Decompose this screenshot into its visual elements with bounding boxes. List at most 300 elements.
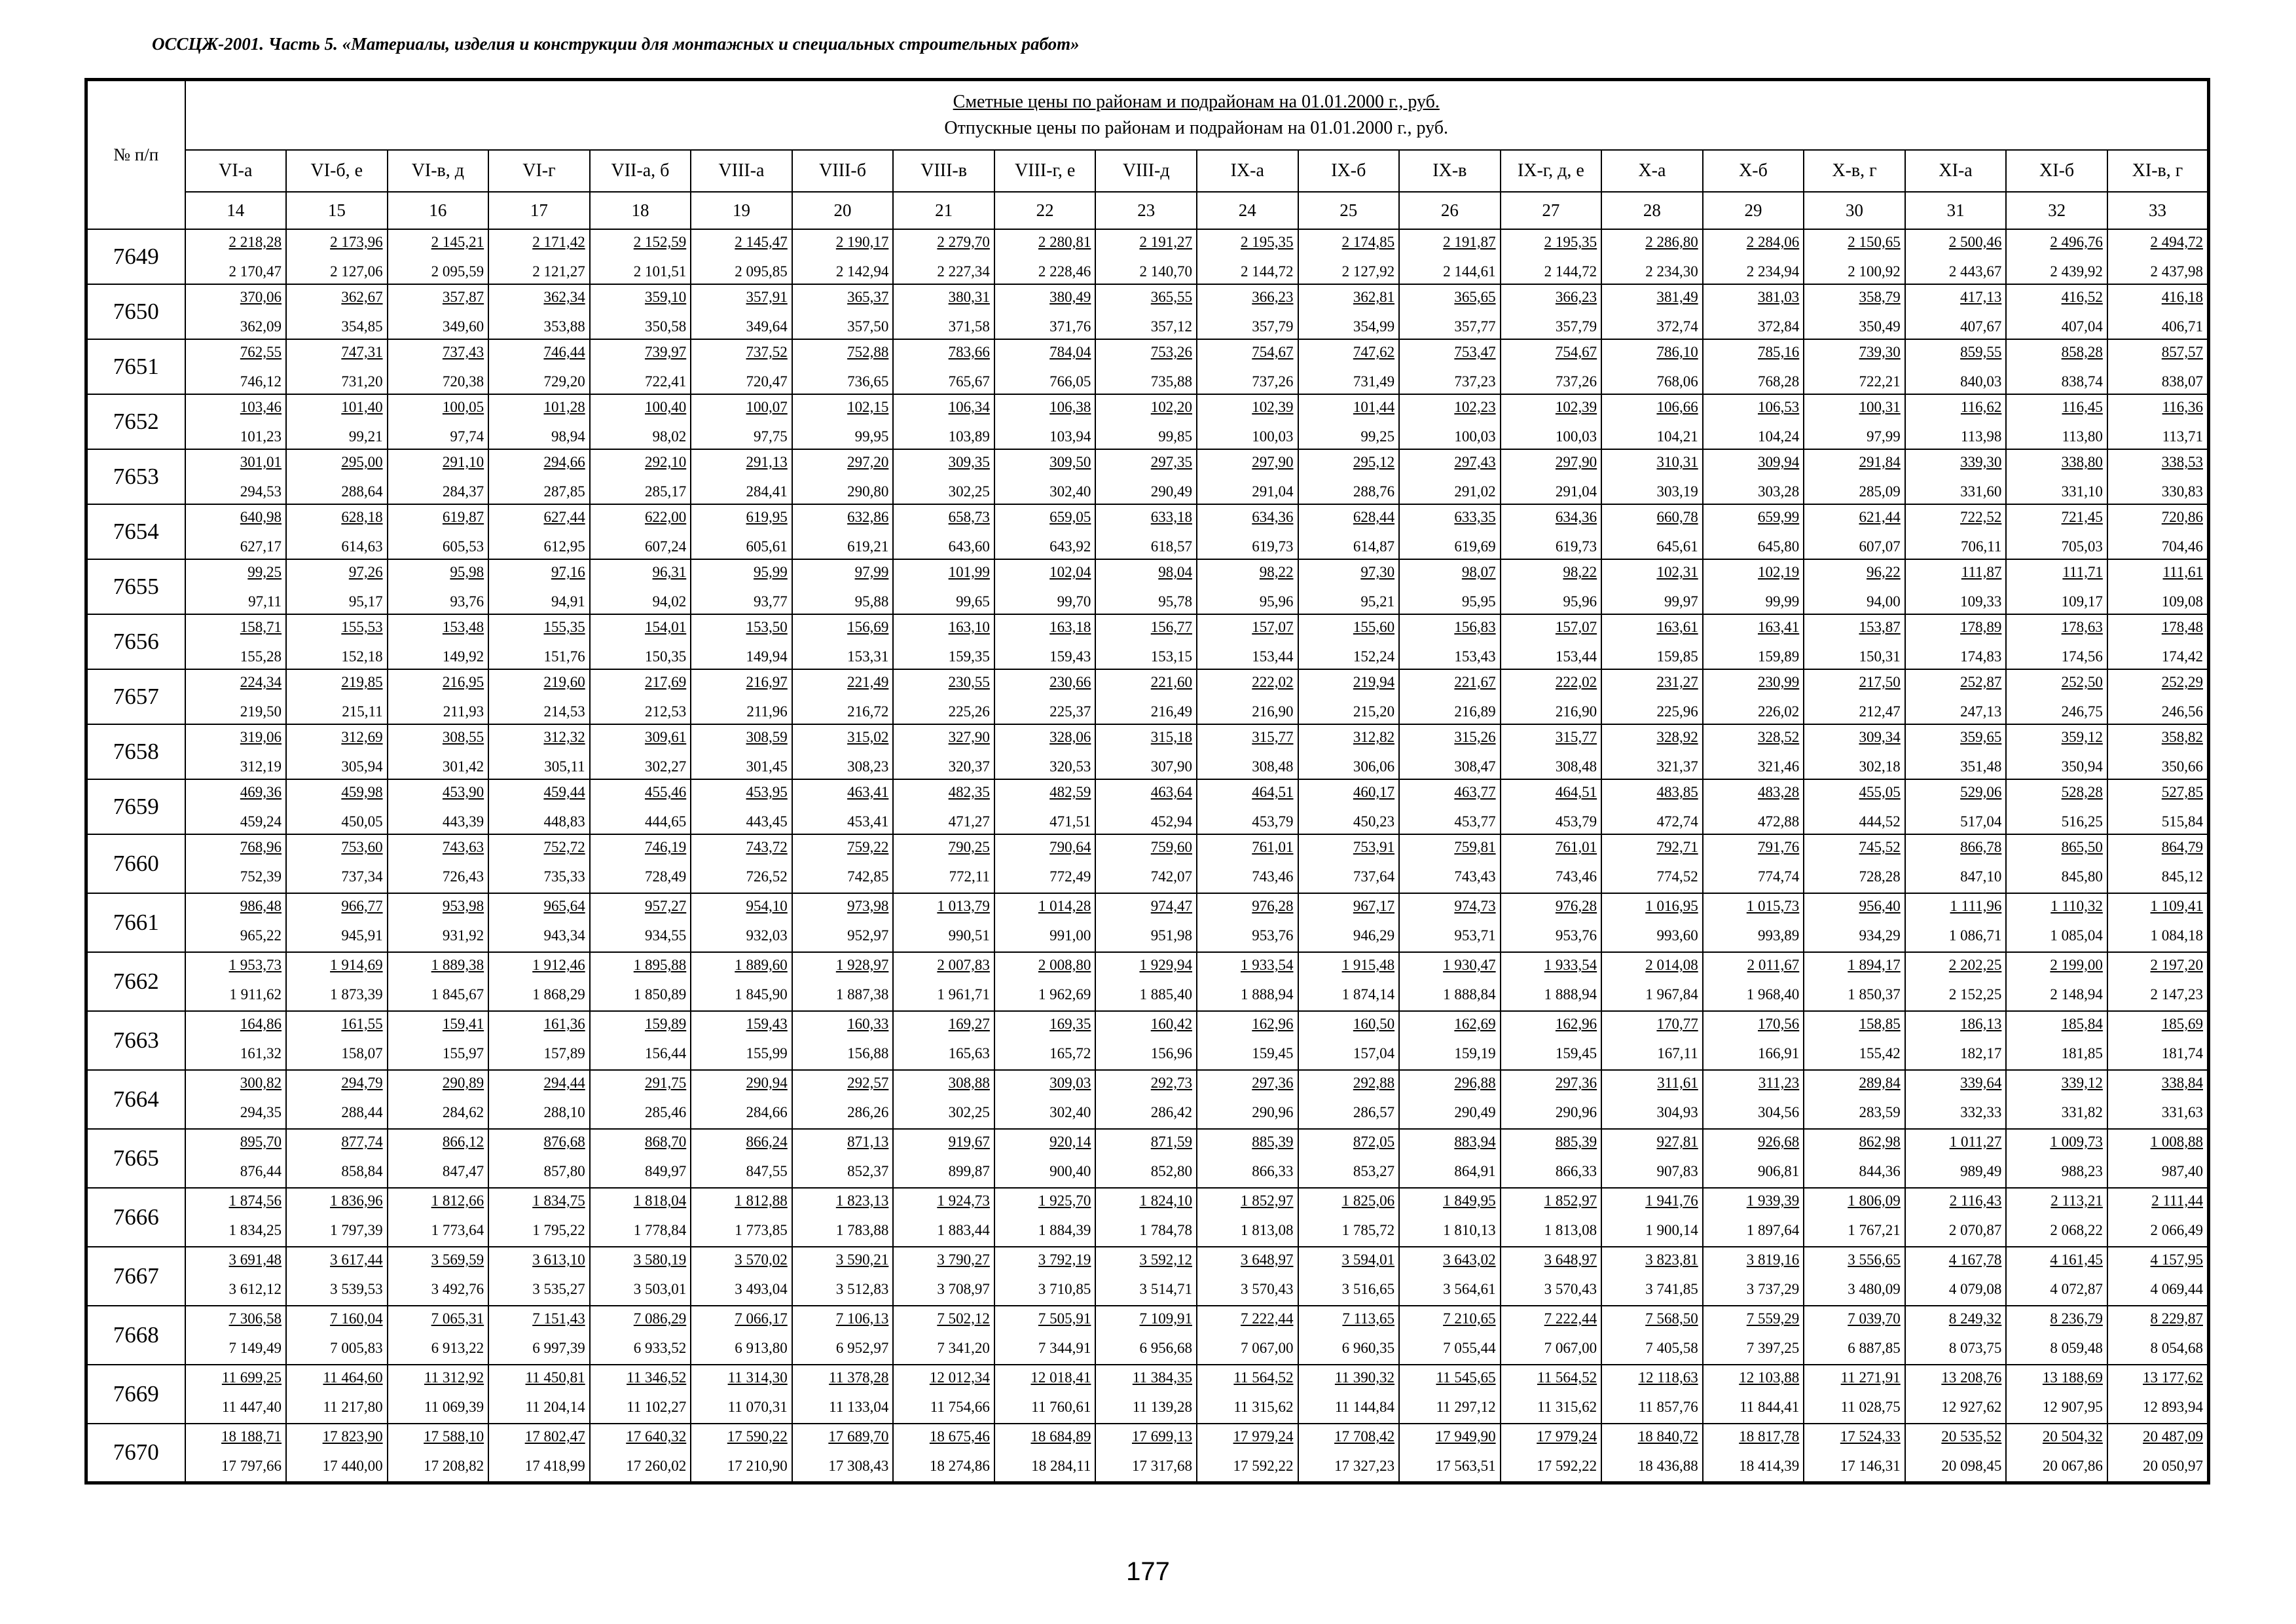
- column-number: 14: [185, 192, 287, 229]
- item-number: 7660: [86, 834, 185, 893]
- release-price: 1 883,44: [937, 1222, 990, 1238]
- estimate-price: 628,18: [341, 509, 383, 525]
- price-cell: [1197, 952, 1298, 1011]
- estimate-price: 297,43: [1454, 454, 1496, 470]
- price-cell: [2107, 339, 2209, 394]
- release-price: 212,53: [644, 703, 687, 720]
- estimate-price: 752,72: [543, 839, 585, 855]
- estimate-price: 17 979,24: [1233, 1428, 1294, 1445]
- region-header: IX-г, д, е: [1501, 150, 1602, 192]
- table-row: [86, 1365, 2209, 1424]
- release-price: 291,04: [1252, 483, 1294, 500]
- price-cell: [1298, 559, 1400, 614]
- price-cell: [1298, 339, 1400, 394]
- estimate-price: 3 556,65: [1848, 1251, 1901, 1268]
- release-price: 2 227,34: [937, 263, 990, 280]
- estimate-price: 868,70: [644, 1134, 687, 1150]
- release-price: 987,40: [2161, 1163, 2203, 1179]
- price-cell: [2006, 449, 2107, 504]
- release-price: 149,92: [442, 648, 484, 665]
- price-cell: [893, 1129, 994, 1188]
- estimate-price: 221,67: [1454, 674, 1496, 690]
- release-price: 354,99: [1353, 318, 1395, 335]
- estimate-price: 2 279,70: [937, 234, 990, 250]
- price-cell: [994, 614, 1096, 669]
- estimate-price: 745,52: [1859, 839, 1901, 855]
- region-header: VIII-б: [792, 150, 894, 192]
- price-cell: [1095, 1188, 1197, 1247]
- release-price: 354,85: [341, 318, 383, 335]
- estimate-price: 633,35: [1454, 509, 1496, 525]
- estimate-price: 785,16: [1758, 344, 1800, 360]
- estimate-price: 102,39: [1252, 399, 1294, 415]
- price-cell: [792, 1247, 894, 1306]
- release-price: 7 397,25: [1746, 1340, 1800, 1356]
- price-cell: [1095, 779, 1197, 834]
- estimate-price: 1 929,94: [1139, 957, 1192, 973]
- table-row: [86, 1129, 2209, 1188]
- release-price: 720,38: [442, 373, 484, 390]
- price-cell: [691, 669, 792, 724]
- price-cell: [286, 229, 388, 284]
- release-price: 17 440,00: [322, 1458, 383, 1474]
- estimate-price: 178,48: [2161, 619, 2203, 635]
- price-cell: [185, 952, 287, 1011]
- release-price: 305,94: [341, 758, 383, 775]
- release-price: 93,77: [754, 593, 788, 610]
- estimate-price: 12 103,88: [1739, 1369, 1800, 1386]
- release-price: 7 344,91: [1038, 1340, 1091, 1356]
- price-cell: [1399, 834, 1501, 893]
- price-cell: [1298, 504, 1400, 559]
- price-cell: [1095, 284, 1197, 339]
- estimate-price: 301,01: [240, 454, 282, 470]
- release-price: 472,88: [1758, 813, 1800, 830]
- estimate-price: 17 588,10: [424, 1428, 484, 1445]
- price-cell: [388, 1306, 489, 1365]
- release-price: 1 813,08: [1241, 1222, 1294, 1238]
- release-price: 307,90: [1150, 758, 1192, 775]
- release-price: 156,88: [847, 1045, 889, 1061]
- release-price: 627,17: [240, 538, 282, 555]
- estimate-price: 160,33: [847, 1016, 889, 1032]
- release-price: 746,12: [240, 373, 282, 390]
- estimate-price: 185,69: [2161, 1016, 2203, 1032]
- estimate-price: 621,44: [1859, 509, 1901, 525]
- estimate-price: 954,10: [746, 898, 788, 914]
- price-cell: [1095, 229, 1197, 284]
- estimate-price: 101,44: [1353, 399, 1395, 415]
- estimate-price: 116,62: [1960, 399, 2002, 415]
- estimate-price: 163,10: [948, 619, 990, 635]
- price-cell: [691, 614, 792, 669]
- price-cell: [691, 893, 792, 952]
- release-price: 11 754,66: [930, 1399, 990, 1415]
- estimate-price: 99,25: [247, 564, 282, 580]
- release-price: 290,96: [1555, 1104, 1597, 1120]
- estimate-price: 482,59: [1049, 784, 1091, 800]
- release-price: 99,21: [348, 428, 383, 445]
- release-price: 448,83: [543, 813, 585, 830]
- estimate-price: 11 450,81: [525, 1369, 585, 1386]
- price-cell: [893, 1424, 994, 1483]
- release-price: 7 405,58: [1645, 1340, 1698, 1356]
- release-price: 3 535,27: [532, 1281, 585, 1297]
- release-price: 225,96: [1656, 703, 1698, 720]
- estimate-price: 3 570,02: [735, 1251, 788, 1268]
- estimate-price: 754,67: [1252, 344, 1294, 360]
- table-row: [86, 952, 2209, 1011]
- estimate-price: 965,64: [543, 898, 585, 914]
- release-price: 443,45: [746, 813, 788, 830]
- release-price: 165,72: [1049, 1045, 1091, 1061]
- price-cell: [1501, 779, 1602, 834]
- estimate-price: 169,27: [948, 1016, 990, 1032]
- estimate-price: 455,05: [1859, 784, 1901, 800]
- price-cell: [1601, 394, 1703, 449]
- estimate-price: 1 109,41: [2150, 898, 2203, 914]
- release-price: 109,08: [2161, 593, 2203, 610]
- price-cell: [1197, 559, 1298, 614]
- estimate-price: 291,75: [644, 1075, 687, 1091]
- item-number: 7662: [86, 952, 185, 1011]
- price-cell: [1601, 1306, 1703, 1365]
- estimate-price: 463,64: [1150, 784, 1192, 800]
- estimate-price: 312,32: [543, 729, 585, 745]
- estimate-price: 746,19: [644, 839, 687, 855]
- price-cell: [2107, 449, 2209, 504]
- estimate-price: 95,98: [450, 564, 484, 580]
- price-cell: [590, 1365, 691, 1424]
- price-cell: [792, 1424, 894, 1483]
- release-price: 97,74: [450, 428, 484, 445]
- estimate-price: 2 191,87: [1443, 234, 1496, 250]
- release-price: 706,11: [1960, 538, 2002, 555]
- estimate-price: 1 812,66: [431, 1192, 484, 1209]
- price-cell: [388, 449, 489, 504]
- column-number: 33: [2107, 192, 2209, 229]
- price-cell: [1804, 1247, 1905, 1306]
- release-price: 989,49: [1960, 1163, 2002, 1179]
- release-price: 1 874,14: [1341, 986, 1395, 1003]
- price-cell: [185, 893, 287, 952]
- release-price: 864,91: [1454, 1163, 1496, 1179]
- price-cell: [1298, 1306, 1400, 1365]
- price-cell: [994, 893, 1096, 952]
- release-price: 3 708,97: [937, 1281, 990, 1297]
- estimate-price: 2 145,47: [735, 234, 788, 250]
- estimate-price: 101,40: [341, 399, 383, 415]
- release-price: 290,96: [1252, 1104, 1294, 1120]
- release-price: 743,46: [1555, 868, 1597, 885]
- release-price: 845,80: [2061, 868, 2103, 885]
- price-cell: [792, 1070, 894, 1129]
- release-price: 331,63: [2161, 1104, 2203, 1120]
- price-cell: [2107, 893, 2209, 952]
- release-price: 302,40: [1049, 1104, 1091, 1120]
- estimate-price: 11 464,60: [323, 1369, 383, 1386]
- release-price: 1 773,85: [735, 1222, 788, 1238]
- release-price: 1 961,71: [937, 986, 990, 1003]
- item-number: 7650: [86, 284, 185, 339]
- estimate-price: 310,31: [1656, 454, 1698, 470]
- release-price: 1 900,14: [1645, 1222, 1698, 1238]
- release-price: 3 570,43: [1241, 1281, 1294, 1297]
- estimate-price: 186,13: [1960, 1016, 2002, 1032]
- price-cell: [590, 1306, 691, 1365]
- price-cell: [590, 1424, 691, 1483]
- estimate-price: 219,60: [543, 674, 585, 690]
- estimate-price: 628,44: [1353, 509, 1395, 525]
- release-price: 4 079,08: [1948, 1281, 2002, 1297]
- estimate-price: 3 792,19: [1038, 1251, 1091, 1268]
- price-cell: [2006, 504, 2107, 559]
- estimate-price: 163,61: [1656, 619, 1698, 635]
- price-cell: [1905, 614, 2007, 669]
- price-cell: [1905, 1188, 2007, 1247]
- estimate-price: 98,04: [1158, 564, 1192, 580]
- price-cell: [488, 952, 590, 1011]
- price-cell: [994, 394, 1096, 449]
- price-cell: [994, 449, 1096, 504]
- estimate-price: 455,46: [644, 784, 687, 800]
- release-price: 97,11: [248, 593, 282, 610]
- release-price: 95,21: [1360, 593, 1395, 610]
- release-price: 100,03: [1555, 428, 1597, 445]
- price-cell: [590, 1129, 691, 1188]
- release-price: 214,53: [543, 703, 585, 720]
- region-header: XI-б: [2006, 150, 2107, 192]
- release-price: 286,42: [1150, 1104, 1192, 1120]
- release-price: 3 612,12: [228, 1281, 282, 1297]
- price-cell: [1095, 669, 1197, 724]
- estimate-price: 328,06: [1049, 729, 1091, 745]
- item-number: 7668: [86, 1306, 185, 1365]
- release-price: 1 845,90: [735, 986, 788, 1003]
- estimate-price: 312,82: [1353, 729, 1395, 745]
- estimate-price: 753,26: [1150, 344, 1192, 360]
- price-cell: [590, 669, 691, 724]
- release-price: 288,10: [543, 1104, 585, 1120]
- release-price: 17 260,02: [626, 1458, 687, 1474]
- price-cell: [893, 559, 994, 614]
- estimate-price: 927,81: [1656, 1134, 1698, 1150]
- price-cell: [2107, 1070, 2209, 1129]
- release-price: 988,23: [2061, 1163, 2103, 1179]
- price-cell: [1804, 952, 1905, 1011]
- release-price: 18 436,88: [1637, 1458, 1698, 1474]
- estimate-price: 1 933,54: [1544, 957, 1597, 973]
- release-price: 284,66: [746, 1104, 788, 1120]
- release-price: 768,28: [1758, 373, 1800, 390]
- release-price: 349,64: [746, 318, 788, 335]
- release-price: 306,06: [1353, 758, 1395, 775]
- release-price: 934,55: [644, 927, 687, 944]
- release-price: 287,85: [543, 483, 585, 500]
- price-cell: [1703, 1188, 1804, 1247]
- estimate-price: 315,18: [1150, 729, 1192, 745]
- estimate-price: 974,73: [1454, 898, 1496, 914]
- item-number: 7669: [86, 1365, 185, 1424]
- price-cell: [1601, 614, 1703, 669]
- price-cell: [1905, 834, 2007, 893]
- release-price: 866,33: [1555, 1163, 1597, 1179]
- estimate-price: 2 280,81: [1038, 234, 1091, 250]
- estimate-price: 3 691,48: [228, 1251, 282, 1268]
- estimate-price: 308,55: [442, 729, 484, 745]
- price-cell: [1601, 1129, 1703, 1188]
- price-cell: [1601, 1011, 1703, 1070]
- release-price: 1 967,84: [1645, 986, 1698, 1003]
- estimate-price: 622,00: [644, 509, 687, 525]
- price-cell: [2107, 779, 2209, 834]
- price-cell: [1703, 1424, 1804, 1483]
- release-price: 742,07: [1150, 868, 1192, 885]
- estimate-price: 365,55: [1150, 289, 1192, 305]
- price-cell: [388, 394, 489, 449]
- release-price: 951,98: [1150, 927, 1192, 944]
- price-cell: [1703, 893, 1804, 952]
- price-cell: [1601, 834, 1703, 893]
- estimate-price: 154,01: [644, 619, 687, 635]
- release-price: 444,52: [1859, 813, 1901, 830]
- price-cell: [1197, 1129, 1298, 1188]
- estimate-price: 2 195,35: [1241, 234, 1294, 250]
- estimate-price: 956,40: [1859, 898, 1901, 914]
- estimate-price: 1 928,97: [835, 957, 889, 973]
- price-cell: [590, 229, 691, 284]
- price-cell: [1399, 1306, 1501, 1365]
- estimate-price: 1 924,73: [937, 1192, 990, 1209]
- price-cell: [185, 1424, 287, 1483]
- price-cell: [1197, 669, 1298, 724]
- price-cell: [1905, 724, 2007, 779]
- estimate-price: 252,87: [1960, 674, 2002, 690]
- release-price: 350,94: [2061, 758, 2103, 775]
- estimate-price: 297,90: [1252, 454, 1294, 470]
- price-cell: [1399, 1070, 1501, 1129]
- estimate-price: 297,35: [1150, 454, 1192, 470]
- price-cell: [1095, 1070, 1197, 1129]
- table-row: [86, 614, 2209, 669]
- release-price: 288,44: [341, 1104, 383, 1120]
- release-price: 453,79: [1555, 813, 1597, 830]
- price-cell: [590, 724, 691, 779]
- item-number: 7649: [86, 229, 185, 284]
- release-price: 852,37: [847, 1163, 889, 1179]
- price-cell: [286, 394, 388, 449]
- release-price: 1 084,18: [2150, 927, 2203, 944]
- release-price: 17 210,90: [727, 1458, 788, 1474]
- release-price: 1 887,38: [835, 986, 889, 1003]
- release-price: 94,91: [551, 593, 585, 610]
- price-cell: [1399, 449, 1501, 504]
- price-cell: [388, 1365, 489, 1424]
- release-price: 2 443,67: [1948, 263, 2002, 280]
- price-cell: [1905, 449, 2007, 504]
- price-cell: [488, 1070, 590, 1129]
- item-number: 7664: [86, 1070, 185, 1129]
- estimate-price: 3 580,19: [633, 1251, 687, 1268]
- price-cell: [1197, 724, 1298, 779]
- price-cell: [1298, 614, 1400, 669]
- price-cell: [2006, 1129, 2107, 1188]
- price-cell: [185, 394, 287, 449]
- price-cell: [1501, 339, 1602, 394]
- estimate-price: 155,35: [543, 619, 585, 635]
- release-price: 11 139,28: [1132, 1399, 1192, 1415]
- estimate-price: 463,41: [847, 784, 889, 800]
- estimate-price: 13 208,76: [1941, 1369, 2002, 1386]
- estimate-price: 178,89: [1960, 619, 2002, 635]
- estimate-price: 17 640,32: [626, 1428, 687, 1445]
- estimate-price: 315,77: [1252, 729, 1294, 745]
- release-price: 215,20: [1353, 703, 1395, 720]
- price-cell: [286, 559, 388, 614]
- release-price: 1 767,21: [1848, 1222, 1901, 1238]
- estimate-price: 2 494,72: [2150, 234, 2203, 250]
- price-cell: [2107, 1365, 2209, 1424]
- release-price: 312,19: [240, 758, 282, 775]
- price-cell: [1501, 1247, 1602, 1306]
- release-price: 156,44: [644, 1045, 687, 1061]
- estimate-price: 752,88: [847, 344, 889, 360]
- release-price: 155,97: [442, 1045, 484, 1061]
- estimate-price: 3 823,81: [1645, 1251, 1698, 1268]
- price-cell: [488, 1247, 590, 1306]
- price-cell: [1501, 449, 1602, 504]
- estimate-price: 216,95: [442, 674, 484, 690]
- price-cell: [488, 1424, 590, 1483]
- price-cell: [286, 449, 388, 504]
- release-price: 308,23: [847, 758, 889, 775]
- price-cell: [185, 1188, 287, 1247]
- estimate-price: 634,36: [1252, 509, 1294, 525]
- release-price: 737,26: [1555, 373, 1597, 390]
- price-cell: [1197, 339, 1298, 394]
- price-cell: [2107, 614, 2209, 669]
- estimate-price: 381,49: [1656, 289, 1698, 305]
- release-price: 290,49: [1150, 483, 1192, 500]
- release-price: 17 327,23: [1334, 1458, 1395, 1474]
- release-price: 8 073,75: [1948, 1340, 2002, 1356]
- release-price: 6 960,35: [1341, 1340, 1395, 1356]
- estimate-price: 761,01: [1555, 839, 1597, 855]
- price-cell: [2006, 394, 2107, 449]
- estimate-price: 761,01: [1252, 839, 1294, 855]
- estimate-price: 328,92: [1656, 729, 1698, 745]
- estimate-price: 292,88: [1353, 1075, 1395, 1091]
- estimate-price: 292,57: [847, 1075, 889, 1091]
- release-price: 18 284,11: [1031, 1458, 1091, 1474]
- release-price: 847,55: [746, 1163, 788, 1179]
- price-cell: [893, 614, 994, 669]
- price-cell: [286, 1070, 388, 1129]
- release-price: 330,83: [2161, 483, 2203, 500]
- price-cell: [792, 229, 894, 284]
- price-cell: [488, 724, 590, 779]
- release-price: 993,89: [1758, 927, 1800, 944]
- release-price: 1 795,22: [532, 1222, 585, 1238]
- price-cell: [286, 1188, 388, 1247]
- estimate-price: 289,84: [1859, 1075, 1901, 1091]
- estimate-price: 857,57: [2161, 344, 2203, 360]
- estimate-price: 2 007,83: [937, 957, 990, 973]
- price-cell: [994, 339, 1096, 394]
- price-cell: [1197, 394, 1298, 449]
- release-price: 308,48: [1555, 758, 1597, 775]
- estimate-price: 103,46: [240, 399, 282, 415]
